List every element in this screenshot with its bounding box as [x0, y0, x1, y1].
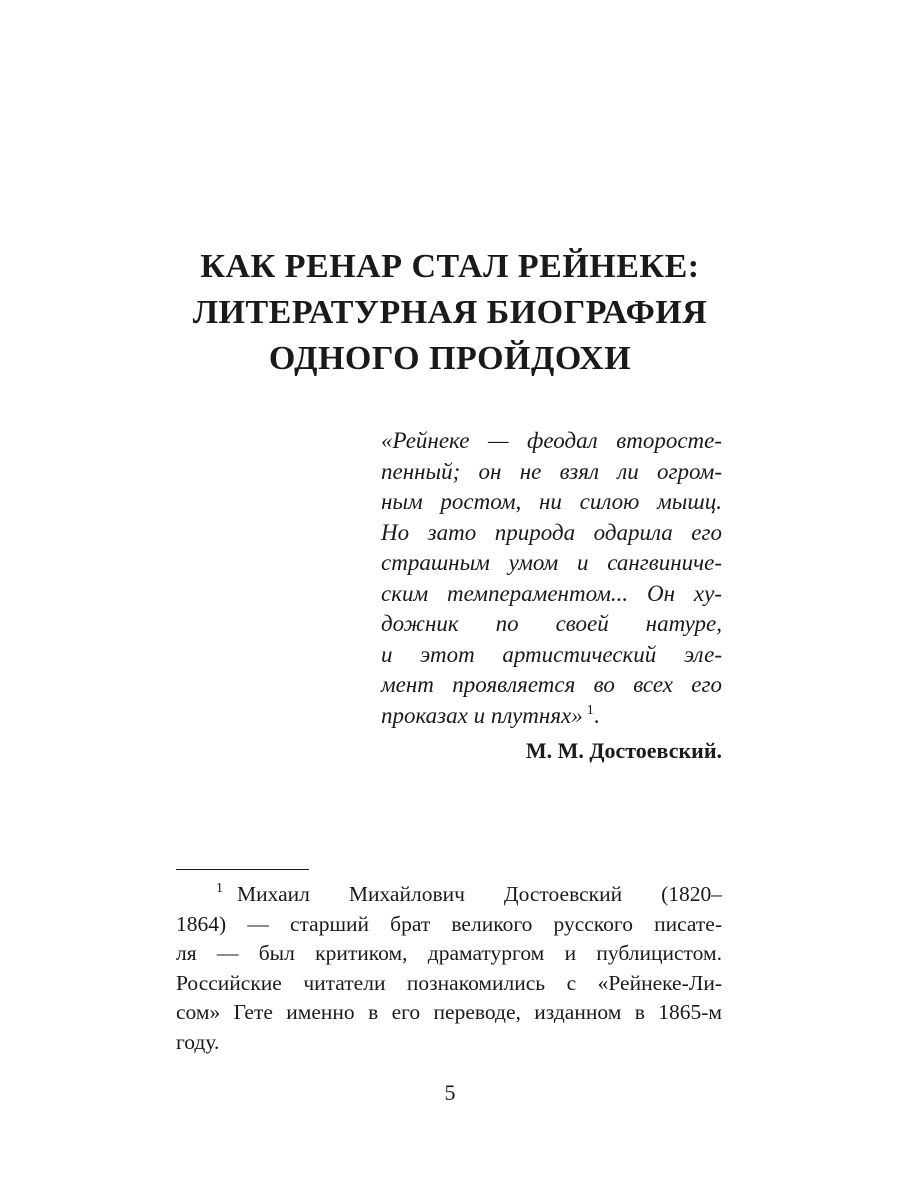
epigraph-author: М. М. Достоевский. [525, 738, 722, 763]
footnote-line-4: Российские читатели познакомились с «Рейнеке-Ли- [176, 970, 722, 995]
epigraph-line-8: и этот артистический эле- [381, 641, 722, 667]
epigraph-line-1: «Рейнеке — феодал второсте- [381, 428, 722, 453]
epigraph-line-3: ным ростом, ни силою мышц. [381, 489, 722, 514]
epigraph [381, 426, 722, 766]
epigraph-line-2: пенный; он не взял ли огром- [381, 458, 722, 484]
footnote-line-2: 1864) — старший брат великого русского писате- [176, 911, 722, 936]
footnote-line-1-text: Михаил Михайлович Достоевский (1820– [237, 882, 722, 906]
epigraph-line-10-text: проказах и плутнях» [381, 702, 583, 728]
chapter-title-line-1: КАК РЕНАР СТАЛ РЕЙНЕКЕ: [200, 248, 700, 285]
footnote-line-1 [176, 880, 722, 910]
epigraph-line-7: дожник по своей натуре, [381, 611, 722, 636]
epigraph-line-5: страшным умом и сангвиниче- [381, 550, 722, 575]
footnote-line-6: году. [176, 1029, 220, 1054]
footnote-line-5: сом» Гете именно в его переводе, изданном в 1865-м [176, 1000, 722, 1024]
epigraph-line-6: ским темпераментом... Он ху- [381, 580, 722, 606]
epigraph-line-10 [381, 701, 722, 732]
chapter-title-line-2: ЛИТЕРАТУРНАЯ БИОГРАФИЯ [192, 294, 708, 331]
footnote-reference[interactable]: 1 [586, 702, 594, 718]
epigraph-line-9: мент проявляется во всех его [381, 672, 722, 697]
page-number: 5 [444, 1080, 456, 1105]
footnote-line-3: ля — был критиком, драматургом и публицистом. [176, 941, 722, 965]
chapter-title [120, 244, 780, 382]
footnote [176, 880, 722, 1057]
footnote-mark: 1 [216, 881, 223, 896]
footnote-divider [176, 869, 309, 870]
epigraph-end-period: . [593, 702, 600, 728]
epigraph-line-4: Но зато природа одарила его [381, 519, 722, 545]
chapter-title-line-3: ОДНОГО ПРОЙДОХИ [268, 340, 632, 377]
